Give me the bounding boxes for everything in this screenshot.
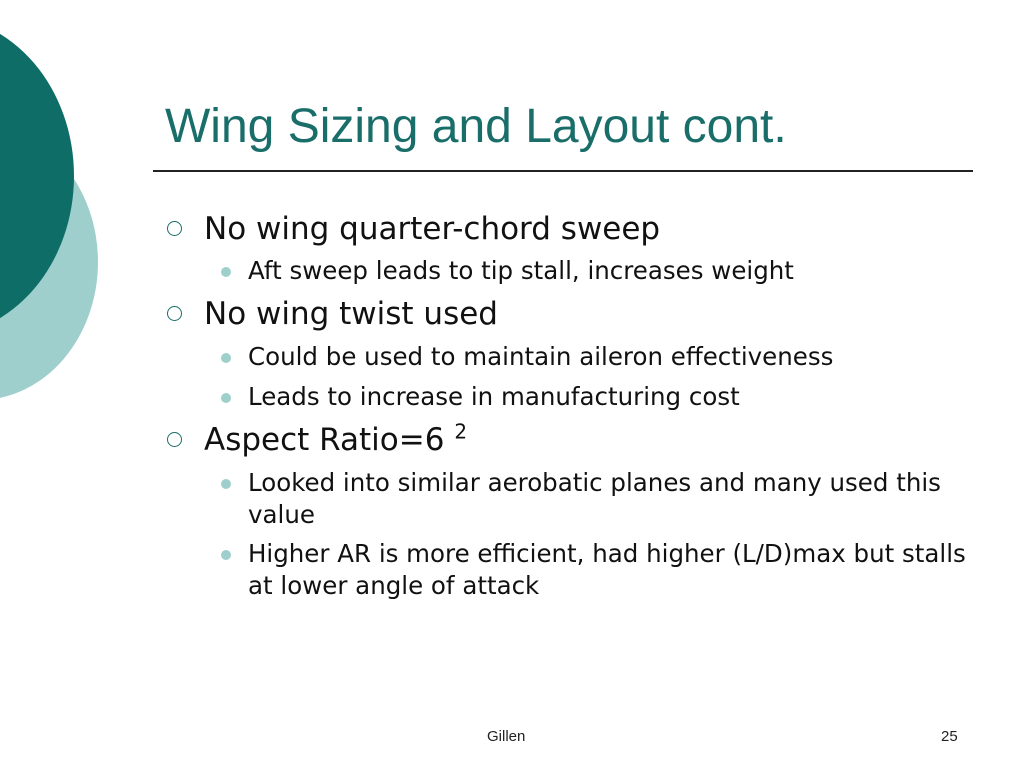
slide-number: 25 xyxy=(941,728,958,745)
bullet-text: Aspect Ratio=6 xyxy=(204,422,445,458)
sub-bullet-item xyxy=(248,467,978,531)
sub-bullet-text: Higher AR is more efficient, had higher (L/D)max but stalls at lower angle of attack xyxy=(248,539,966,600)
sub-bullet-text: Could be used to maintain aileron effectiveness xyxy=(248,342,834,371)
bullet-text: No wing quarter-chord sweep xyxy=(204,211,661,247)
filled-dot-bullet-icon xyxy=(221,353,231,363)
hollow-circle-bullet-icon xyxy=(167,221,182,236)
footer-author: Gillen xyxy=(487,728,526,745)
superscript-reference: 2 xyxy=(454,419,468,444)
sub-bullet-item xyxy=(248,341,978,373)
bullet-item xyxy=(204,420,467,460)
bullet-item xyxy=(204,209,660,249)
sub-bullet-item xyxy=(248,538,978,602)
sub-bullet-text: Leads to increase in manufacturing cost xyxy=(248,382,740,411)
title-divider xyxy=(153,170,973,172)
sub-bullet-item xyxy=(248,381,978,413)
bullet-item xyxy=(204,294,498,334)
sub-bullet-item xyxy=(248,255,978,287)
sub-bullet-text: Aft sweep leads to tip stall, increases weight xyxy=(248,256,794,285)
slide-title: Wing Sizing and Layout cont. xyxy=(165,100,787,153)
filled-dot-bullet-icon xyxy=(221,267,231,277)
sub-bullet-text: Looked into similar aerobatic planes and many used this value xyxy=(248,468,941,529)
hollow-circle-bullet-icon xyxy=(167,432,182,447)
filled-dot-bullet-icon xyxy=(221,479,231,489)
filled-dot-bullet-icon xyxy=(221,550,231,560)
hollow-circle-bullet-icon xyxy=(167,306,182,321)
filled-dot-bullet-icon xyxy=(221,393,231,403)
bullet-text: No wing twist used xyxy=(204,296,498,332)
